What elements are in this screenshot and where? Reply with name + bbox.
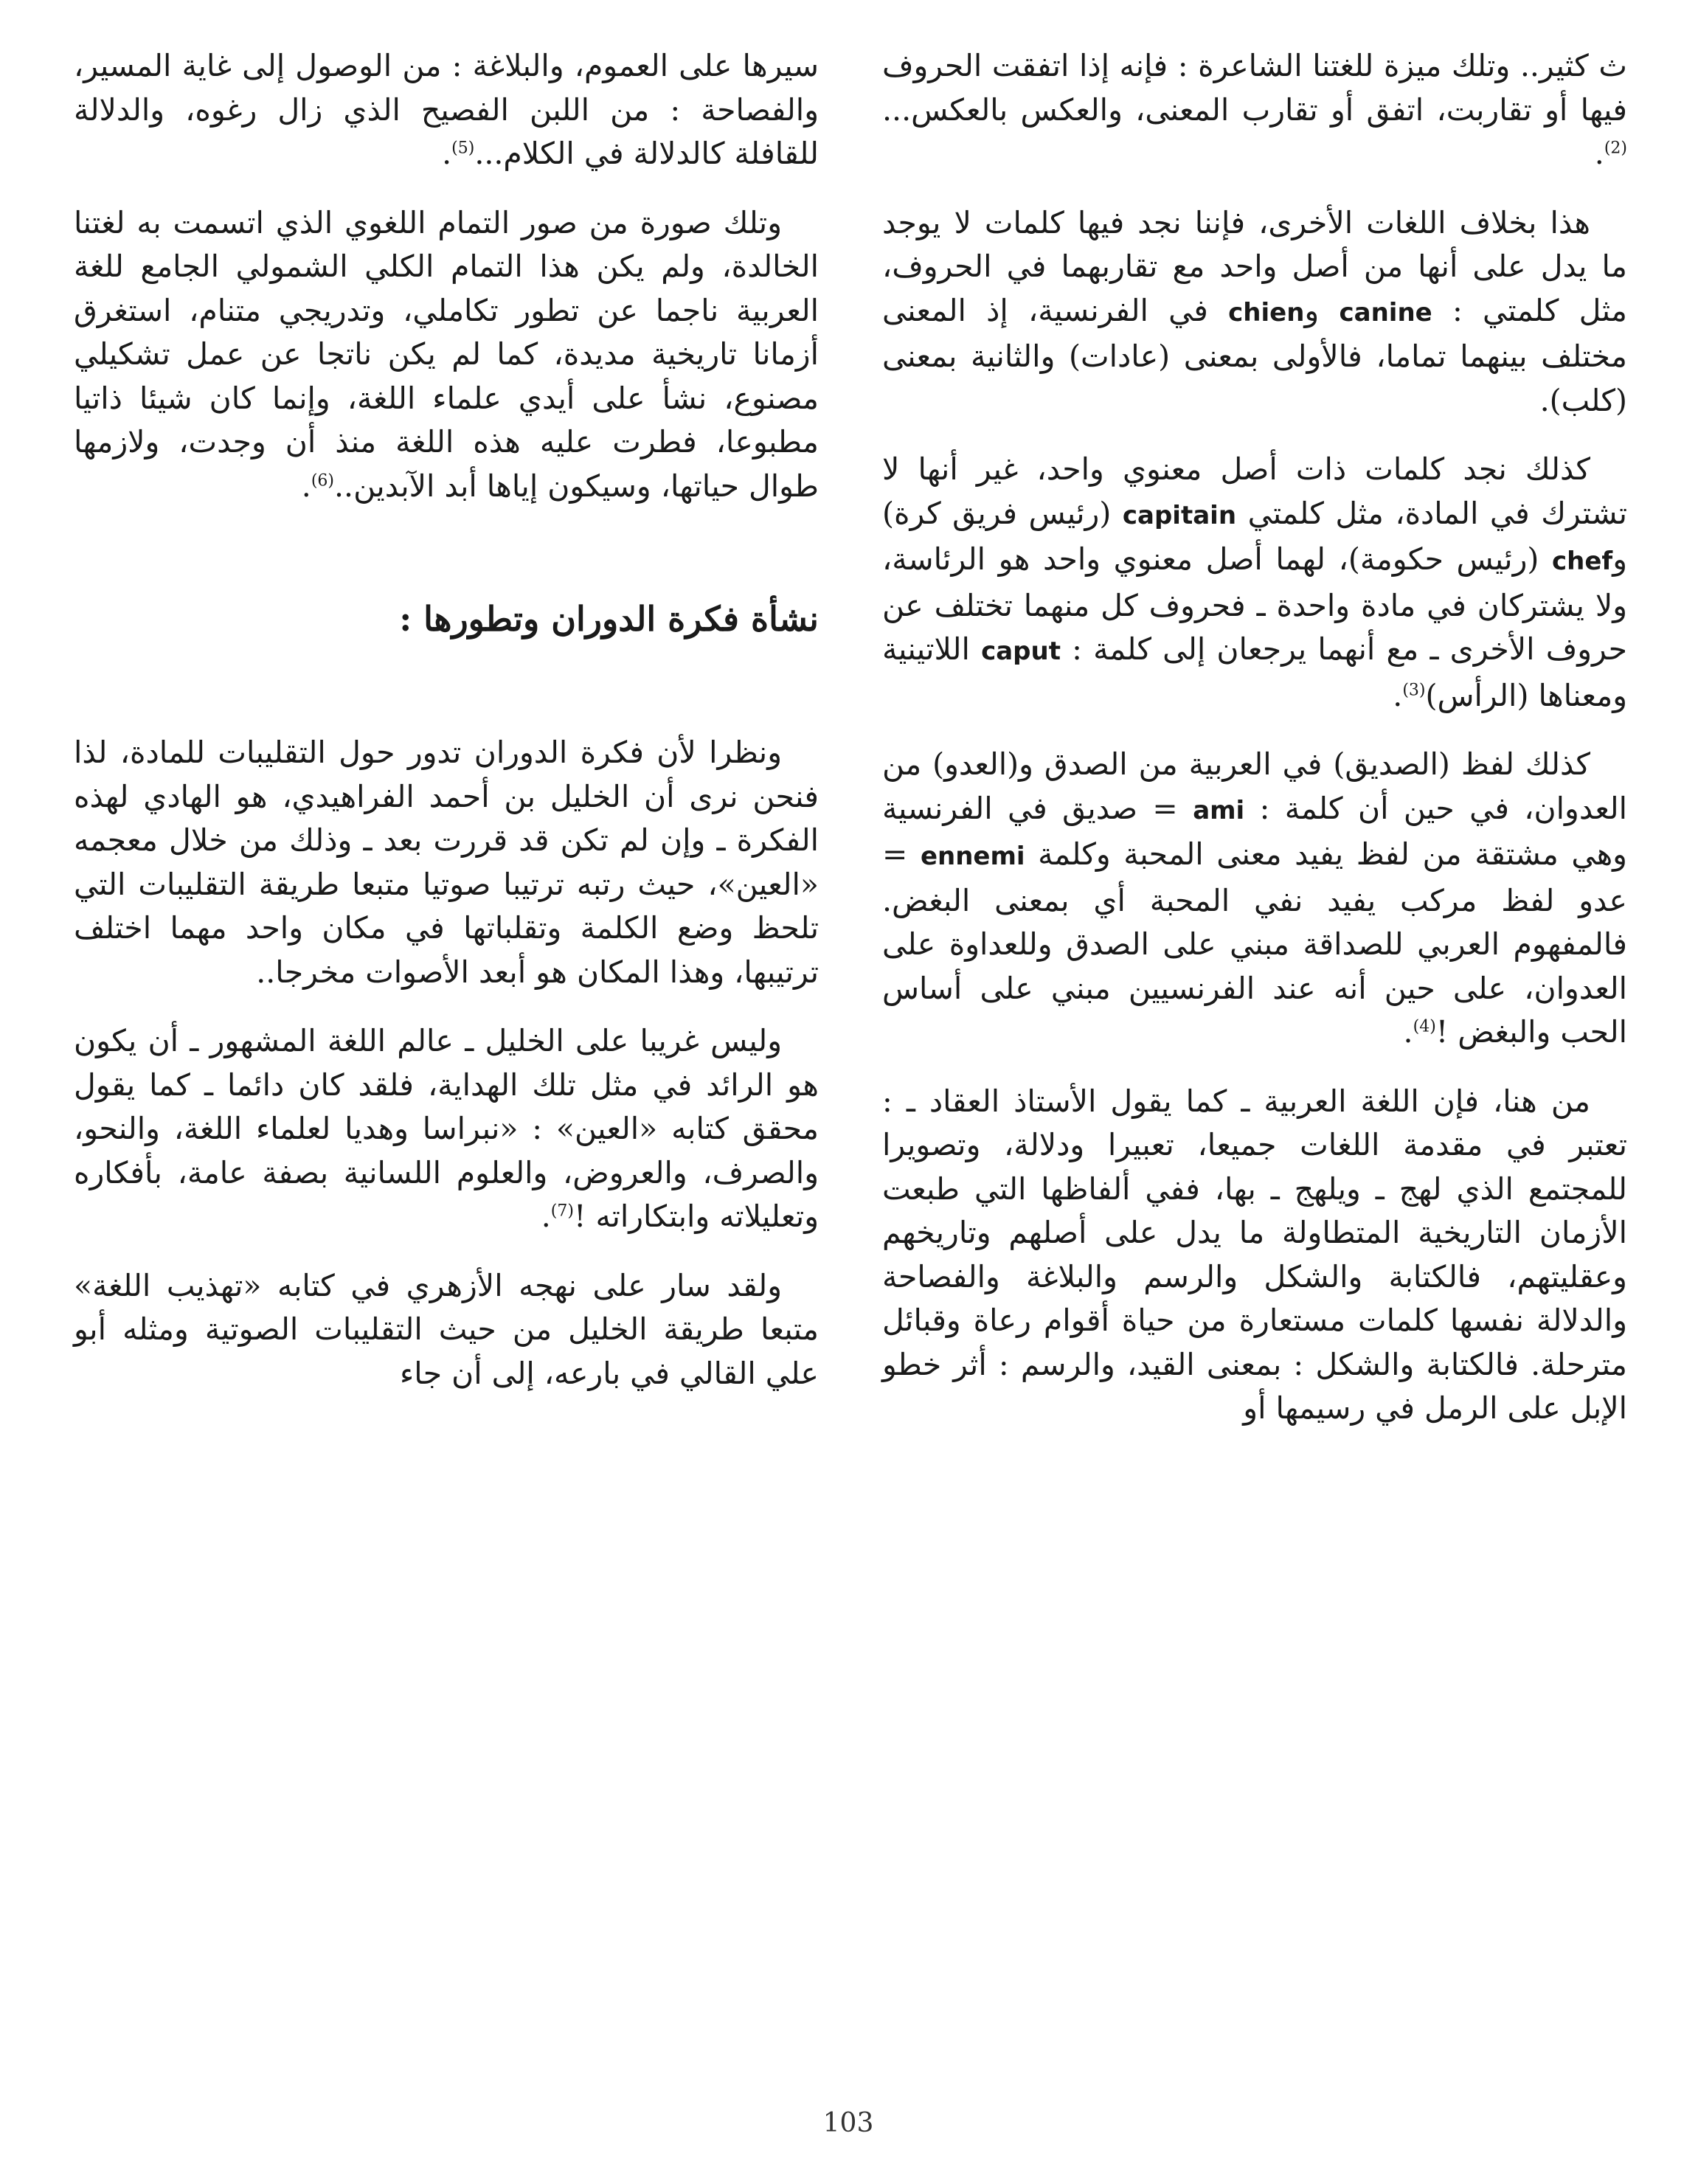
paragraph: ث كثير.. وتلك ميزة للغتنا الشاعرة : فإنه إذا اتفقت الحروف فيها أو تقاربت، اتفق أو تقارب المعنى، والعكس بالعكس...$^{(2)}$. xyxy=(882,48,1627,171)
latin-term: canine xyxy=(1339,297,1432,327)
paragraph-text: = صديق في الفرنسية وهي مشتقة من لفظ يفيد معنى المحبة وكلمة xyxy=(882,790,1627,872)
paragraph-text: ونظرا لأن فكرة الدوران تدور حول التقليبات للمادة، لذا فنحن نرى أن الخليل بن أحمد الفراهيدي، هو الهادي لهذه الفكرة ـ وإن لم تكن قد قررت بعد ـ وذلك من خلال معجمه «العين»، حيث رتبه ترتيبا صوتيا متبعا طريقة التقليبات التي تلحظ وضع الكلمة وتقلباتها في مكان واحد مهما اختلف ترتيبها، وهذا المكان هو أبعد الأصوات مخرجا.. xyxy=(74,735,819,990)
footnote-marker: (7) xyxy=(550,1202,574,1221)
paragraph-text: من هنا، فإن اللغة العربية ـ كما يقول الأستاذ العقاد ـ : تعتبر في مقدمة اللغات جميعا، تعبيرا ودلالة، وتصويرا للمجتمع الذي لهج ـ ويلهج ـ بها، ففي ألفاظها التي طبعت الأزمان التاريخية المتطاولة ما يدل على أصلهم وتاريخهم وعقليتهم، فالكتابة والشكل والرسم والبلاغة والفصاحة والدلالة نفسها كلمات مستعارة من حياة أقوام رعاة وقبائل مترحلة. فالكتابة والشكل : بمعنى القيد، والرسم : أثر خطو الإبل على الرمل في رسيمها أو xyxy=(882,1083,1627,1426)
paragraph xyxy=(882,1080,1627,1431)
paragraph: كذلك لفظ (الصديق) في العربية من الصدق و(العدو) من العدوان، في حين أن كلمة : ami = صديق في الفرنسية وهي مشتقة من لفظ يفيد معنى المحبة وكلمة ennemi = عدو لفظ مركب يفيد نفي المحبة أي بمعنى البغض. فالمفهوم العربي للصداقة مبني على الصدق وللعداوة على العدوان، على حين أنه عند الفرنسيين مبني على أساس الحب والبغض !$^{(4)}$. xyxy=(882,746,1628,1050)
paragraph-text: ولقد سار على نهجه الأزهري في كتابه «تهذيب اللغة» متبعا طريقة الخليل من حيث التقليبات الصوتية ومثله أبو علي القالي في بارعه، إلى أن جاء xyxy=(74,1267,819,1391)
paragraph-text: هذا بخلاف اللغات الأخرى، فإننا نجد فيها كلمات لا يوجد ما يدل على أنها من أصل واحد مع تقاربهما في الحروف، مثل كلمتي : xyxy=(882,204,1627,328)
paragraph-text: (رئيس حكومة)، لهما أصل معنوي واحد هو الرئاسة، ولا يشتركان في مادة واحدة ـ فحروف كل منهما تختلف عن حروف الأخرى ـ مع أنهما يرجعان إلى كلمة : xyxy=(882,541,1628,667)
right-column xyxy=(882,44,1627,1456)
paragraph-text: كذلك لفظ (الصديق) في العربية من الصدق و(العدو) من العدوان، في حين أن كلمة : xyxy=(882,746,1628,826)
paragraph-text: في الفرنسية، إذ المعنى مختلف بينهما تماما، فالأولى بمعنى (عادات) والثانية بمعنى (كلب). xyxy=(882,292,1627,418)
footnote-marker: (4) xyxy=(1413,1017,1436,1036)
paragraph xyxy=(74,1264,819,1396)
section-heading: نشأة فكرة الدوران وتطورها : xyxy=(399,599,819,639)
latin-term: chien xyxy=(1228,297,1305,327)
latin-term: chef xyxy=(1551,547,1613,576)
paragraph-text: ث كثير.. وتلك ميزة للغتنا الشاعرة : فإنه إذا اتفقت الحروف فيها أو تقاربت، اتفق أو تقارب المعنى، والعكس بالعكس... xyxy=(882,48,1627,128)
paragraph-text: وتلك صورة من صور التمام اللغوي الذي اتسمت به لغتنا الخالدة، ولم يكن هذا التمام الكلي الشمولي الجامع للغة العربية ناجما عن تطور تكاملي، وتدريجي متنام، استغرق أزمانا تاريخية مديدة، كما لم يكن ناتجا عن عمل تشكيلي مصنوع، نشأ على أيدي علماء اللغة، وإنما كان شيئا ذاتيا مطبوعا، فطرت عليه هذه اللغة منذ أن وجدت، ولازمها طوال حياتها، وسيكون إياها أبد الآبدين.. xyxy=(74,204,819,504)
footnote-marker: (6) xyxy=(311,471,335,490)
paragraph: وتلك صورة من صور التمام اللغوي الذي اتسمت به لغتنا الخالدة، ولم يكن هذا التمام الكلي الشمولي الجامع للغة العربية ناجما عن تطور تكاملي، وتدريجي متنام، استغرق أزمانا تاريخية مديدة، كما لم يكن ناتجا عن عمل تشكيلي مصنوع، نشأ على أيدي علماء اللغة، وإنما كان شيئا ذاتيا مطبوعا، فطرت عليه هذه اللغة منذ أن وجدت، ولازمها طوال حياتها، وسيكون إياها أبد الآبدين..$^{(6)}$. xyxy=(74,204,819,504)
left-column xyxy=(74,44,819,1421)
footnote-marker: (2) xyxy=(1604,139,1627,158)
footnote-marker: (5) xyxy=(451,139,475,158)
paragraph-text: (رئيس فريق كرة) و xyxy=(882,495,1627,577)
paragraph: وليس غريبا على الخليل ـ عالم اللغة المشهور ـ أن يكون هو الرائد في مثل تلك الهداية، فلقد كان دائما ـ كما يقول محقق كتابه «العين» : «نبراسا وهديا لعلماء اللغة، والنحو، والصرف، والعروض، والعلوم اللسانية بصفة عامة، بأفكاره وتعليلاته وابتكاراته !$^{(7)}$. xyxy=(74,1023,819,1234)
latin-term: ennemi xyxy=(920,842,1025,871)
page-number: 103 xyxy=(822,2108,874,2138)
paragraph xyxy=(74,731,819,994)
footnote-marker: (3) xyxy=(1402,680,1426,699)
latin-term: ami xyxy=(1193,795,1245,825)
paragraph-text: = عدو لفظ مركب يفيد نفي المحبة أي بمعنى البغض. فالمفهوم العربي للصداقة مبني على الصدق وللعداوة على العدوان، على حين أنه عند الفرنسيين مبني على أساس الحب والبغض ! xyxy=(882,836,1627,1050)
latin-term: capitain xyxy=(1122,500,1237,530)
paragraph-text: و xyxy=(1304,292,1320,328)
paragraph-text: اللاتينية ومعناها (الرأس) xyxy=(882,631,1627,713)
paragraph: سيرها على العموم، والبلاغة : من الوصول إلى غاية المسير، والفصاحة : من اللبن الفصيح الذي زال رغوه، والدلالة للقافلة كالدلالة في الكلام...$^{(5)}$. xyxy=(74,48,819,171)
paragraph: كذلك نجد كلمات ذات أصل معنوي واحد، غير أنها لا تشترك في المادة، مثل كلمتي capitain (رئيس فريق كرة) وchef (رئيس حكومة)، لهما أصل معنوي واحد هو الرئاسة، ولا يشتركان في مادة واحدة ـ فحروف كل منهما تختلف عن حروف الأخرى ـ مع أنهما يرجعان إلى كلمة : caput اللاتينية ومعناها (الرأس)$^{(3)}$. xyxy=(882,451,1628,713)
paragraph xyxy=(882,201,1627,423)
latin-term: caput xyxy=(981,637,1061,666)
paragraph-text: سيرها على العموم، والبلاغة : من الوصول إلى غاية المسير، والفصاحة : من اللبن الفصيح الذي زال رغوه، والدلالة للقافلة كالدلالة في الكلام... xyxy=(74,48,819,171)
paragraph-text: كذلك نجد كلمات ذات أصل معنوي واحد، غير أنها لا تشترك في المادة، مثل كلمتي xyxy=(882,451,1627,531)
paragraph-text: وليس غريبا على الخليل ـ عالم اللغة المشهور ـ أن يكون هو الرائد في مثل تلك الهداية، فلقد كان دائما ـ كما يقول محقق كتابه «العين» : «نبراسا وهديا لعلماء اللغة، والنحو، والصرف، والعروض، والعلوم اللسانية بصفة عامة، بأفكاره وتعليلاته وابتكاراته ! xyxy=(74,1023,819,1234)
